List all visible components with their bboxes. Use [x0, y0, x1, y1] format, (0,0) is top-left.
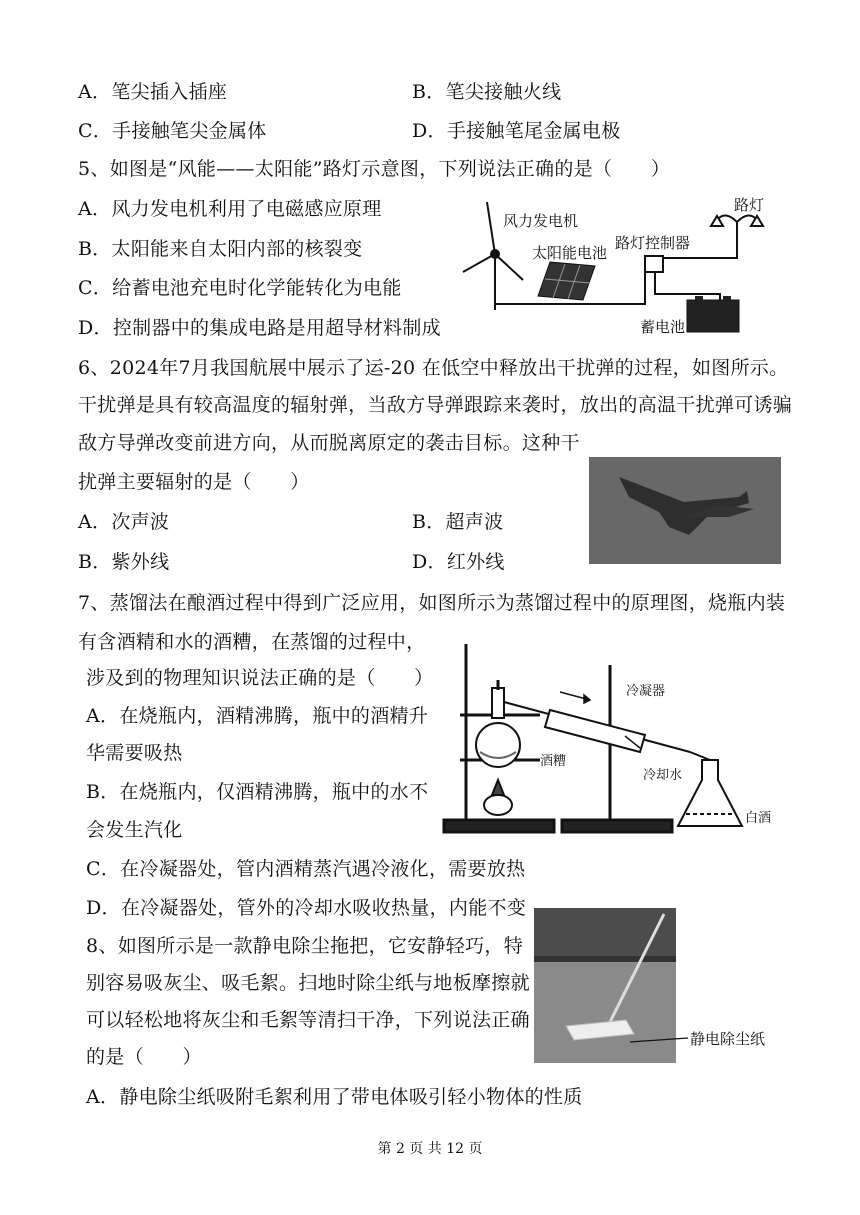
- q5-option-a: A．风力发电机利用了电磁感应原理: [78, 198, 382, 220]
- q6-option-a: A．次声波: [78, 511, 170, 533]
- q4-option-a: A．笔尖插入插座: [78, 81, 228, 103]
- q7-option-b-line-2: 会发生汽化: [86, 819, 183, 841]
- q6-line-2: 干扰弹是具有较高温度的辐射弹，当敌方导弹跟踪来袭时，放出的高温干扰弹可诱骗: [78, 394, 793, 416]
- q5-option-c: C．给蓄电池充电时化学能转化为电能: [78, 277, 402, 299]
- distillation-apparatus-diagram: [440, 640, 785, 840]
- q6-line-3: 敌方导弹改变前进方向，从而脱离原定的袭击目标。这种干: [78, 432, 580, 454]
- liquor-label: 白酒: [745, 811, 772, 826]
- aircraft-silhouette-icon: [589, 457, 781, 564]
- q7-option-c: C．在冷凝器处，管内酒精蒸汽遇冷液化，需要放热: [86, 858, 526, 880]
- q6-line-4: 扰弹主要辐射的是（ ）: [78, 471, 310, 493]
- solar-cell-label: 太阳能电池: [532, 244, 608, 262]
- q6-option-d: D．红外线: [412, 551, 505, 573]
- q4-option-b: B．笔尖接触火线: [412, 81, 562, 103]
- q8-option-a: A．静电除尘纸吸附毛絮利用了带电体吸引轻小物体的性质: [86, 1086, 583, 1108]
- q4-option-d: D．手接触笔尾金属电极: [412, 120, 621, 142]
- street-lamp-icon: [711, 215, 763, 240]
- dust-paper-leader-line: [630, 1030, 690, 1046]
- battery-icon: [687, 296, 739, 332]
- q8-line-2: 别容易吸灰尘、吸毛絮。扫地时除尘纸与地板摩擦就: [86, 972, 530, 994]
- q7-option-b-line-1: B．在烧瓶内，仅酒精沸腾，瓶中的水不: [86, 781, 429, 803]
- battery-label: 蓄电池: [640, 318, 686, 336]
- q8-line-3: 可以轻松地将灰尘和毛絮等清扫干净，下列说法正确: [86, 1009, 530, 1031]
- controller-box-icon: [645, 256, 663, 272]
- flask-icon: [476, 680, 520, 767]
- receiving-flask-icon: [678, 760, 742, 826]
- q7-option-a-line-2: 华需要吸热: [86, 742, 183, 764]
- q6-option-b: B．超声波: [412, 511, 504, 533]
- q7-line-3: 涉及到的物理知识说法正确的是（ ）: [86, 667, 434, 689]
- solar-panel-icon: [538, 262, 595, 300]
- q6-option-c: B．紫外线: [78, 551, 170, 573]
- street-lamp-label: 路灯: [734, 196, 765, 214]
- page-number: 第 2 页 共 12 页: [377, 1141, 483, 1157]
- dust-paper-label: 静电除尘纸: [690, 1030, 766, 1048]
- q8-line-1: 8、如图所示是一款静电除尘拖把，它安静轻巧，特: [86, 935, 523, 957]
- cooling-water-label: 冷却水: [643, 768, 683, 783]
- q7-option-d: D．在冷凝器处，管外的冷却水吸收热量，内能不变: [86, 897, 527, 919]
- burner-icon: [484, 780, 512, 815]
- q5-option-d: D．控制器中的集成电路是用超导材料制成: [78, 317, 441, 339]
- q5-stem: 5、如图是“风能——太阳能”路灯示意图，下列说法正确的是（ ）: [78, 158, 671, 180]
- q4-option-c: C．手接触笔尖金属体: [78, 120, 267, 142]
- aircraft-photo: [589, 457, 781, 564]
- mash-label: 酒糟: [540, 754, 567, 769]
- q7-line-1: 7、蒸馏法在酿酒过程中得到广泛应用，如图所示为蒸馏过程中的原理图，烧瓶内装: [78, 592, 786, 614]
- condenser-label: 冷凝器: [626, 684, 666, 699]
- q7-line-2: 有含酒精和水的酒糟，在蒸馏的过程中，: [78, 631, 426, 653]
- q7-option-a-line-1: A．在烧瓶内，酒精沸腾，瓶中的酒精升: [86, 705, 429, 727]
- q5-option-b: B．太阳能来自太阳内部的核裂变: [78, 238, 363, 260]
- q8-line-4: 的是（ ）: [86, 1046, 202, 1068]
- distillation-figure: [440, 640, 785, 840]
- condenser-icon: [504, 702, 710, 760]
- controller-label: 路灯控制器: [615, 234, 691, 252]
- wind-solar-lamp-figure: [455, 192, 785, 342]
- q6-line-1: 6、2024年7月我国航展中展示了运-20 在低空中释放出干扰弹的过程，如图所示。: [78, 357, 789, 379]
- wind-turbine-label: 风力发电机: [503, 212, 579, 230]
